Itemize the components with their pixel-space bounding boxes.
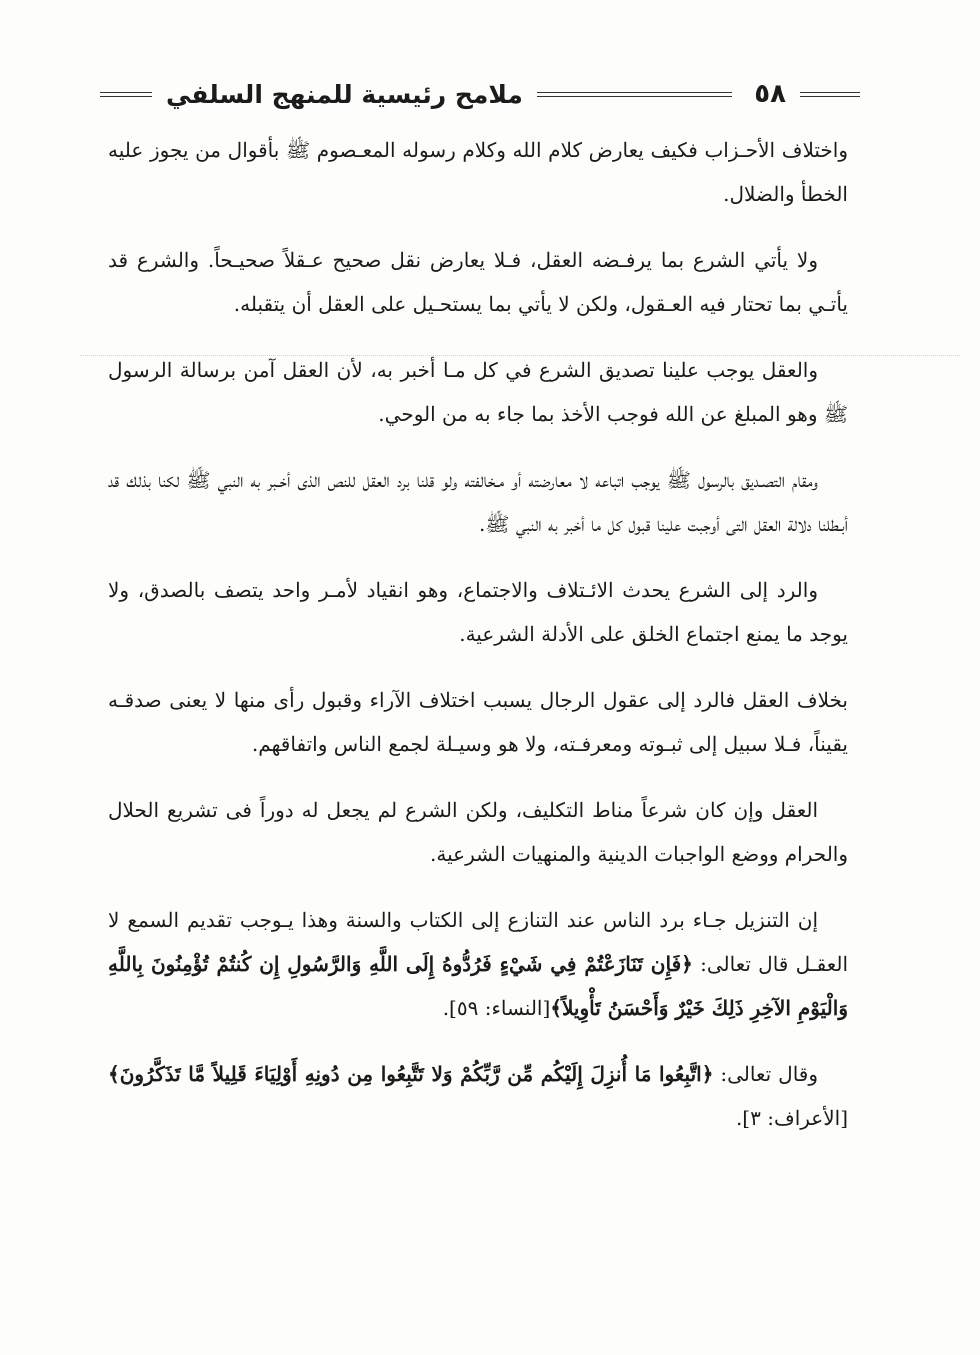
paragraph-8 [108, 898, 848, 1030]
page-body [108, 128, 848, 1162]
header-rule-middle [537, 92, 732, 97]
quran-verse: ﴿اتَّبِعُوا مَا أُنزِلَ إِلَيْكُم مِّن رَّبِّكُمْ وَلا تَتَّبِعُوا مِن دُونِهِ أَوْلِيَاءَ قَلِيلاً مَّا تَذَكَّرُونَ﴾ [108, 1062, 714, 1086]
paragraph-4 [108, 458, 848, 546]
paragraph-text: العقل وإن كان شرعاً مناط التكليف، ولكن الشرع لم يجعل له دوراً فى تشريع الحلال والحرام ووضع الواجبات الدينية والمنهيات الشرعية. [108, 798, 848, 866]
paragraph-2 [108, 238, 848, 326]
verse-citation: [النساء: ٥٩]. [442, 996, 551, 1020]
quran-verse: ﴿فَإِن تَنَازَعْتُمْ فِي شَيْءٍ فَرُدُّوهُ إِلَى اللَّهِ وَالرَّسُولِ إِن كُنتُمْ تُؤْمِنُونَ بِاللَّهِ وَالْيَوْمِ الآخِرِ ذَلِكَ خَيْرٌ وَأَحْسَنُ تَأْوِيلاً﴾ [108, 952, 848, 1020]
paragraph-text: إن التنزيل جـاء برد الناس عند التنازع إلى الكتاب والسنة وهذا يـوجب تقديم السمع لا العقـل قال تعالى: [108, 908, 849, 976]
verse-citation: [الأعراف: ٣]. [735, 1106, 848, 1130]
paragraph-9 [108, 1052, 848, 1140]
paragraph-5 [108, 568, 848, 656]
header-rule-right [800, 92, 860, 97]
page-header [100, 74, 860, 114]
paragraph-text: بخلاف العقل فالرد إلى عقول الرجال يسبب اختلاف الآراء وقبول رأى منها لا يعنى صدقـه يقيناً، فـلا سبيل إلى ثبـوته ومعرفـته، ولا هو وسيـلة لجمع الناس واتفاقهم. [108, 688, 848, 756]
paragraph-6 [108, 678, 848, 766]
paragraph-text: ومقام التصـديق بالرسول ﷺ يوجب اتباعه لا معارضته أو مـخالفته ولو قلنا برد العقل للنص الذى أخـبر به النبي ﷺ لكنا بذلك قد أبـطلنا دلالة العقل التى أوجبت علينا قبول كل ما أخبر به النبي ﷺ. [108, 468, 848, 536]
paragraph-text: والعقل يوجب علينا تصديق الشرع في كل مـا أخبر به، لأن العقل آمن برسالة الرسول ﷺ وهو المبلغ عن الله فوجب الأخذ بما جاء به من الوحي. [108, 358, 848, 426]
paragraph-text: واختلاف الأحـزاب فكيف يعارض كلام الله وكلام رسوله المعـصوم ﷺ بأقوال من يجوز عليه الخطأ والضلال. [108, 138, 848, 206]
paragraph-7 [108, 788, 848, 876]
paragraph-text: وقال تعالى: [720, 1062, 819, 1086]
paragraph-text: والرد إلى الشرع يحدث الائـتلاف والاجتماع، وهو انقياد لأمـر واحد يتصف بالصدق، ولا يوجد ما يمنع اجتماع الخلق على الأدلة الشرعية. [108, 578, 848, 646]
page-number: ٥٨ [754, 79, 786, 109]
paragraph-1 [108, 128, 848, 216]
header-rule-left [100, 92, 152, 97]
paragraph-text: ولا يأتي الشرع بما يرفـضه العقل، فـلا يعارض نقل صحيح عـقلاً صحيـحاً. والشرع قد يأتـي بما تحتار فيه العـقول، ولكن لا يأتي بما يستحـيل على العقل أن يتقبله. [108, 248, 848, 316]
paragraph-3 [108, 348, 848, 436]
running-title: ملامح رئيسية للمنهج السلفي [166, 79, 523, 109]
